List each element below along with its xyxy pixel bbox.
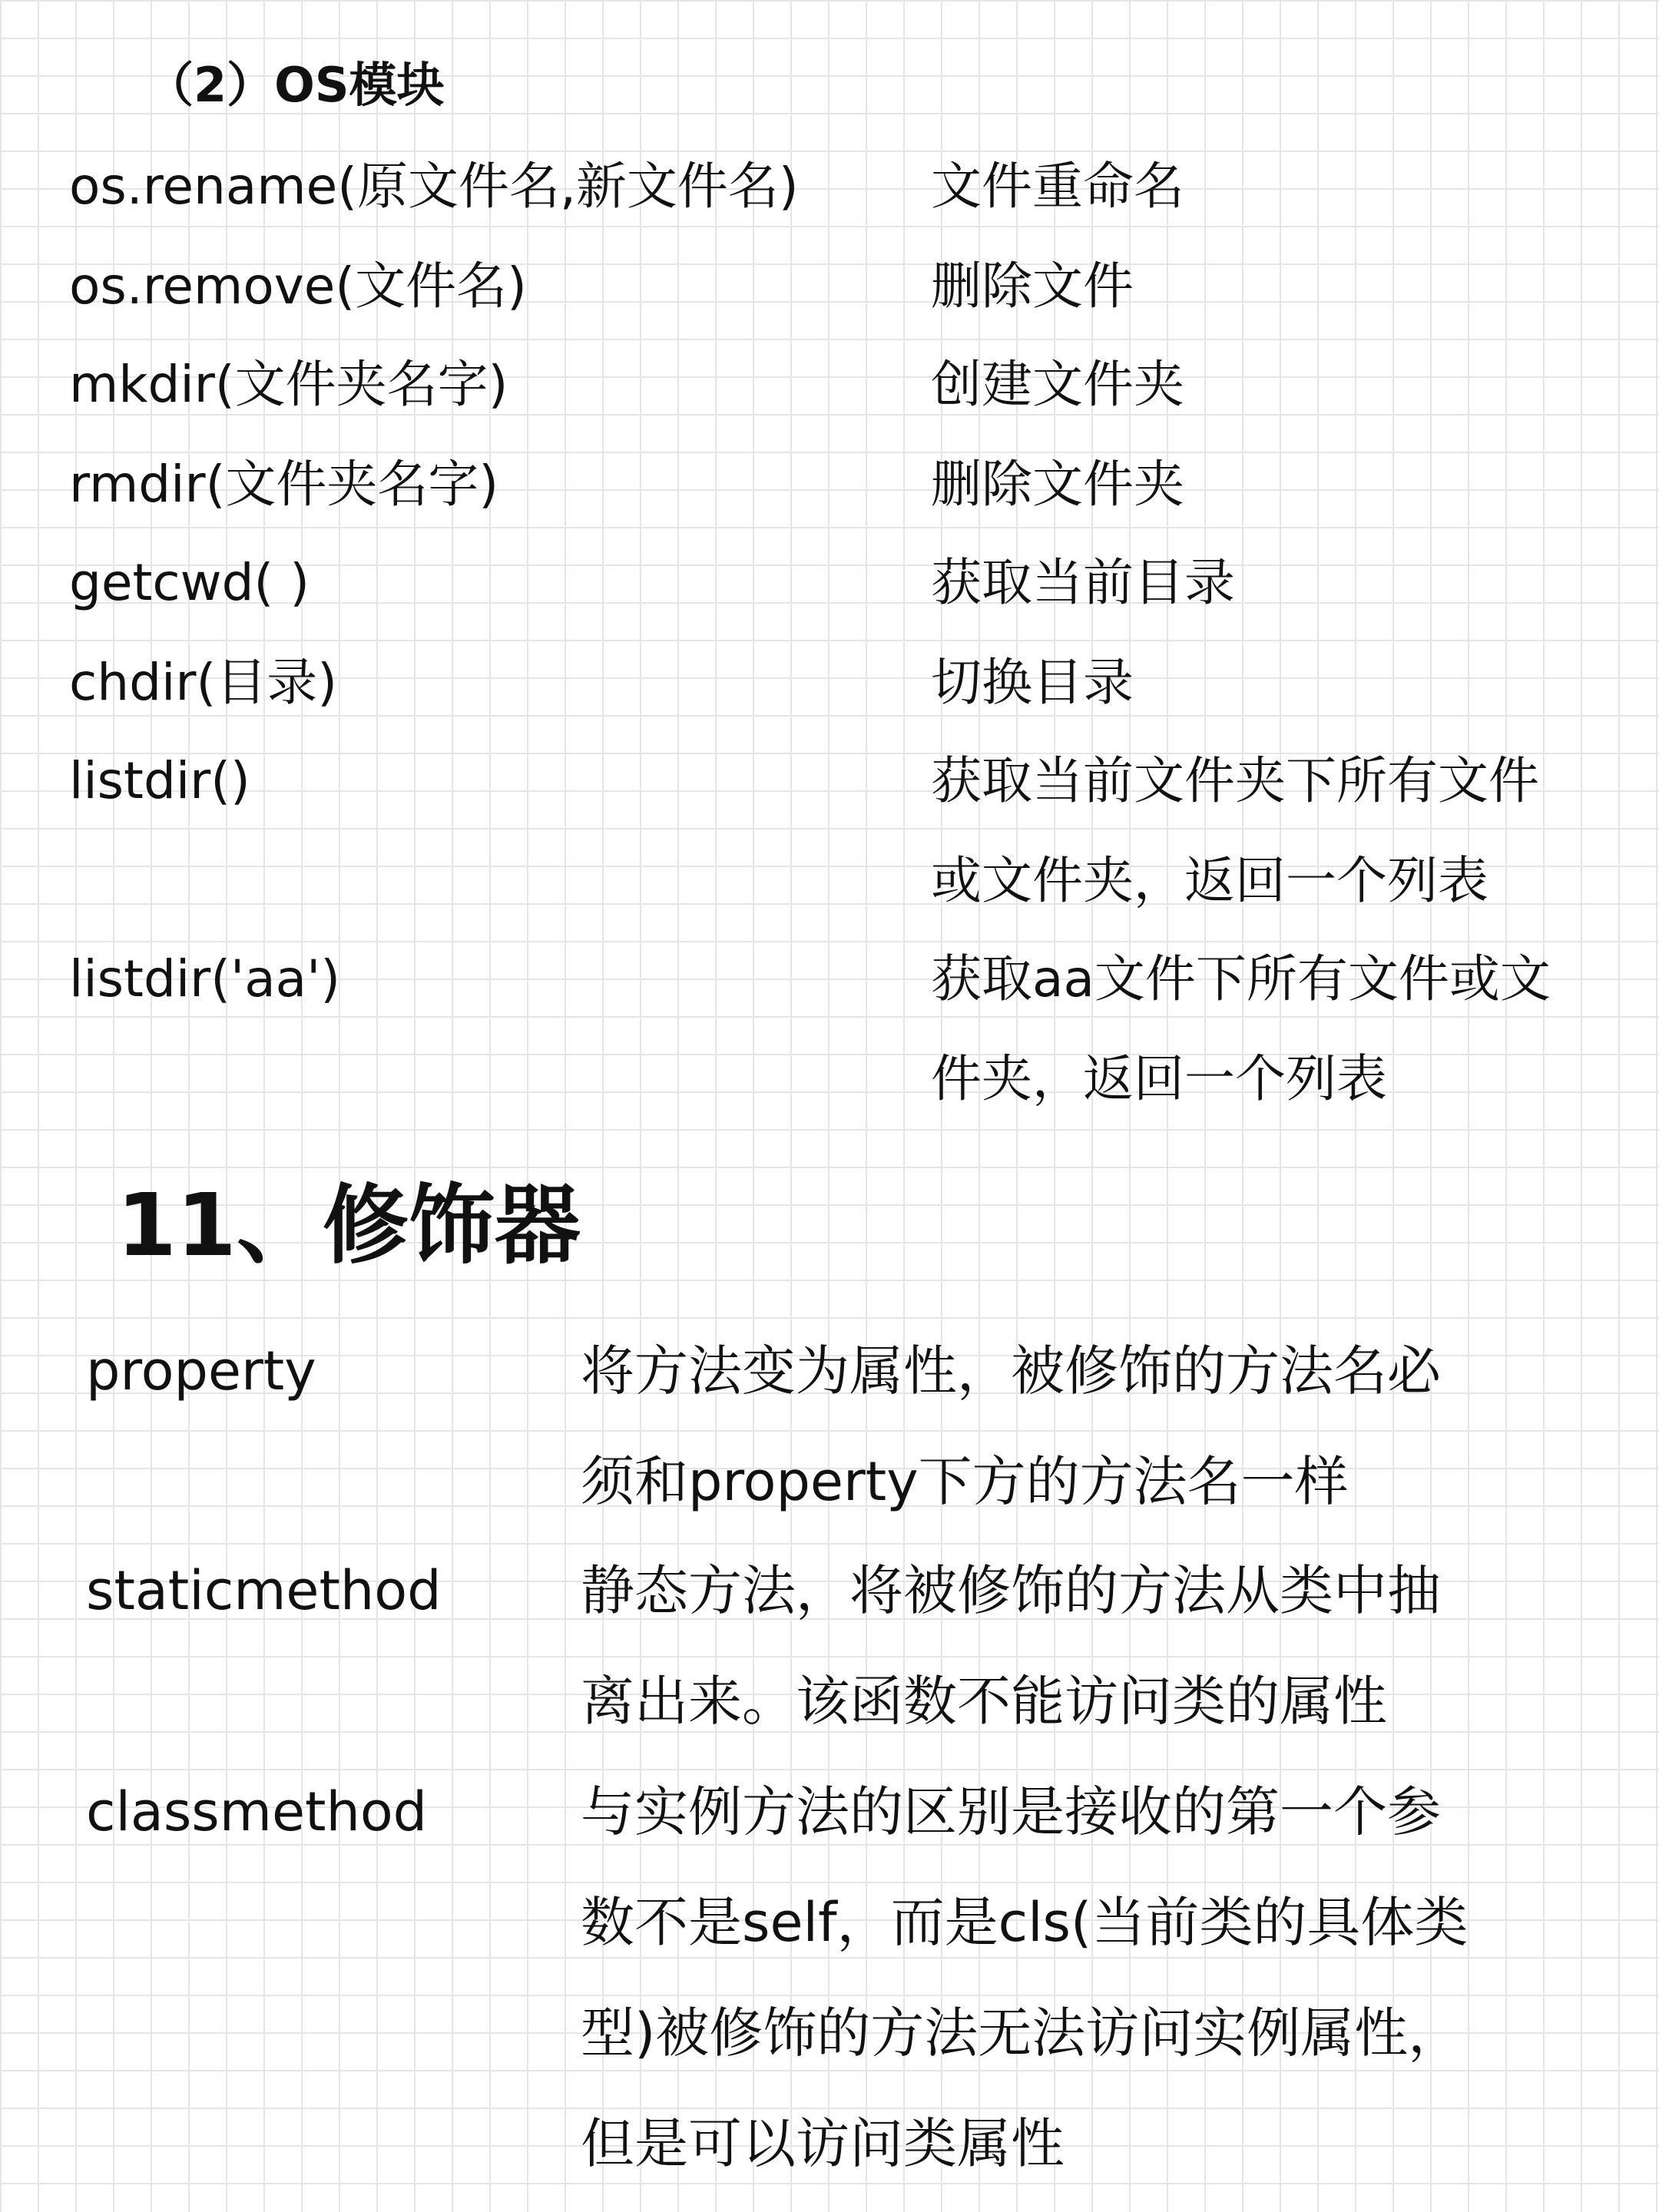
property-desc-line-2: 须和property下方的方法名一样 — [581, 1450, 1349, 1513]
rmdir-desc: 删除文件夹 — [931, 455, 1184, 514]
classmethod-name: classmethod — [86, 1780, 428, 1843]
os-module-title: （2）OS模块 — [146, 57, 445, 113]
classmethod-desc-line-4: 但是可以访问类属性 — [581, 2112, 1065, 2175]
getcwd-desc: 获取当前目录 — [931, 553, 1235, 612]
classmethod-desc-line-1: 与实例方法的区别是接收的第一个参 — [581, 1780, 1441, 1843]
os-remove-desc: 删除文件 — [931, 257, 1134, 316]
mkdir-desc: 创建文件夹 — [931, 355, 1184, 414]
chdir-func: chdir(目录) — [69, 653, 337, 712]
mkdir-func: mkdir(文件夹名字) — [69, 355, 508, 414]
classmethod-desc-line-2: 数不是self，而是cls(当前类的具体类 — [581, 1891, 1469, 1954]
listdir-aa-func: listdir('aa') — [69, 949, 340, 1008]
classmethod-desc-line-3: 型)被修饰的方法无法访问实例属性， — [581, 2002, 1462, 2065]
chdir-desc: 切换目录 — [931, 653, 1134, 712]
staticmethod-desc-line-2: 离出来。该函数不能访问类的属性 — [581, 1670, 1387, 1733]
listdir-desc-line-2: 或文件夹，返回一个列表 — [931, 851, 1488, 910]
os-rename-desc: 文件重命名 — [931, 157, 1184, 216]
listdir-func: listdir() — [69, 751, 250, 810]
property-name: property — [86, 1339, 316, 1402]
listdir-desc-line-1: 获取当前文件夹下所有文件 — [931, 751, 1539, 810]
os-remove-func: os.remove(文件名) — [69, 257, 527, 316]
rmdir-func: rmdir(文件夹名字) — [69, 455, 499, 514]
property-desc-line-1: 将方法变为属性，被修饰的方法名必 — [581, 1339, 1441, 1402]
os-rename-func: os.rename(原文件名,新文件名) — [69, 157, 799, 216]
staticmethod-desc-line-1: 静态方法，将被修饰的方法从类中抽 — [581, 1559, 1441, 1622]
listdir-aa-desc-line-2: 件夹，返回一个列表 — [931, 1049, 1387, 1108]
getcwd-func: getcwd( ) — [69, 553, 310, 612]
listdir-aa-desc-line-1: 获取aa文件下所有文件或文 — [931, 949, 1551, 1008]
staticmethod-name: staticmethod — [86, 1559, 442, 1622]
decorators-title: 11、修饰器 — [117, 1176, 581, 1276]
